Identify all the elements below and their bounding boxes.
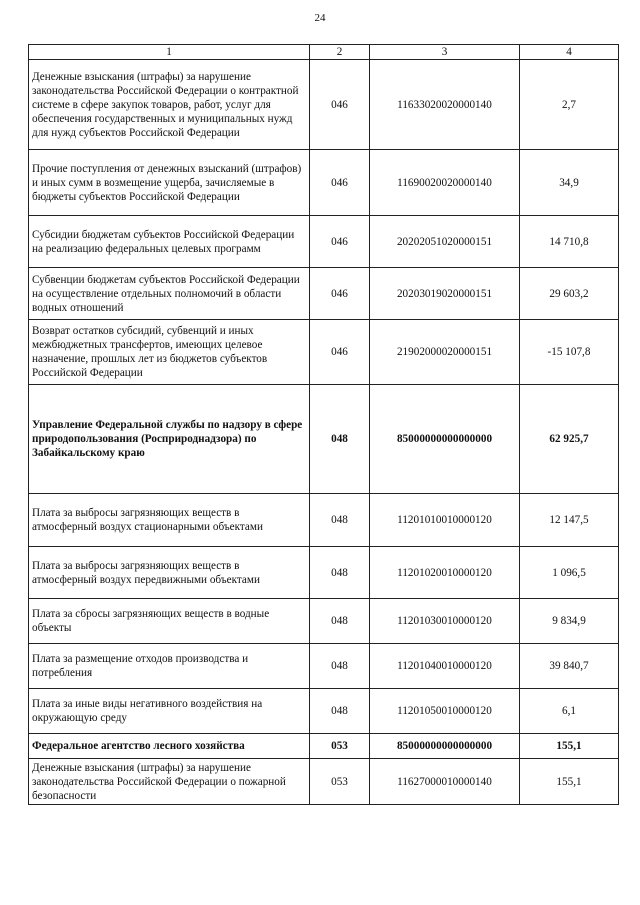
- budget-revenue-table: [28, 44, 619, 805]
- row-code-cell: 046: [310, 60, 370, 150]
- row-name-cell: Субсидии бюджетам субъектов Российской Федерации на реализацию федеральных целевых программ: [29, 216, 310, 268]
- row-code-cell: 048: [310, 547, 370, 599]
- row-kbk-cell: 11201040010000120: [370, 644, 520, 689]
- row-amount-cell: 29 603,2: [520, 268, 619, 320]
- row-amount-cell: 9 834,9: [520, 599, 619, 644]
- row-name-cell: Управление Федеральной службы по надзору в сфере природопользования (Росприроднадзора) по Забайкальскому краю: [29, 385, 310, 494]
- table-row: [29, 644, 619, 689]
- table-row: [29, 734, 619, 759]
- row-kbk-cell: 11201020010000120: [370, 547, 520, 599]
- column-header-3: 3: [370, 45, 520, 60]
- table-row: [29, 599, 619, 644]
- table-row: [29, 150, 619, 216]
- row-amount-cell: 62 925,7: [520, 385, 619, 494]
- column-header-2: 2: [310, 45, 370, 60]
- row-amount-cell: 6,1: [520, 689, 619, 734]
- row-amount-cell: -15 107,8: [520, 320, 619, 385]
- column-header-1: 1: [29, 45, 310, 60]
- table-row: [29, 385, 619, 494]
- table-row: [29, 547, 619, 599]
- row-code-cell: 046: [310, 150, 370, 216]
- row-kbk-cell: 11690020020000140: [370, 150, 520, 216]
- row-amount-cell: 14 710,8: [520, 216, 619, 268]
- row-name-cell: Возврат остатков субсидий, субвенций и иных межбюджетных трансфертов, имеющих целевое назначение, прошлых лет из бюджетов субъектов Российской Федерации: [29, 320, 310, 385]
- table-header-row: [29, 45, 619, 60]
- row-name-cell: Федеральное агентство лесного хозяйства: [29, 734, 310, 759]
- row-kbk-cell: 11201050010000120: [370, 689, 520, 734]
- table-body: [29, 60, 619, 805]
- row-amount-cell: 2,7: [520, 60, 619, 150]
- column-header-4: 4: [520, 45, 619, 60]
- row-name-cell: Субвенции бюджетам субъектов Российской Федерации на осуществление отдельных полномочий в области водных отношений: [29, 268, 310, 320]
- row-kbk-cell: 85000000000000000: [370, 385, 520, 494]
- row-amount-cell: 155,1: [520, 734, 619, 759]
- row-kbk-cell: 20202051020000151: [370, 216, 520, 268]
- row-code-cell: 048: [310, 494, 370, 547]
- table-row: [29, 216, 619, 268]
- page-number: 24: [314, 12, 326, 24]
- row-code-cell: 046: [310, 268, 370, 320]
- row-name-cell: Плата за сбросы загрязняющих веществ в водные объекты: [29, 599, 310, 644]
- row-kbk-cell: 11201030010000120: [370, 599, 520, 644]
- row-code-cell: 048: [310, 385, 370, 494]
- row-kbk-cell: 11201010010000120: [370, 494, 520, 547]
- row-code-cell: 048: [310, 689, 370, 734]
- row-kbk-cell: 85000000000000000: [370, 734, 520, 759]
- table-row: [29, 60, 619, 150]
- row-kbk-cell: 11633020020000140: [370, 60, 520, 150]
- row-name-cell: Плата за иные виды негативного воздействия на окружающую среду: [29, 689, 310, 734]
- row-kbk-cell: 20203019020000151: [370, 268, 520, 320]
- row-code-cell: 046: [310, 216, 370, 268]
- row-kbk-cell: 11627000010000140: [370, 759, 520, 805]
- row-amount-cell: 34,9: [520, 150, 619, 216]
- row-name-cell: Плата за выбросы загрязняющих веществ в атмосферный воздух стационарными объектами: [29, 494, 310, 547]
- table-row: [29, 268, 619, 320]
- row-name-cell: Плата за размещение отходов производства и потребления: [29, 644, 310, 689]
- table-row: [29, 320, 619, 385]
- row-amount-cell: 1 096,5: [520, 547, 619, 599]
- row-kbk-cell: 21902000020000151: [370, 320, 520, 385]
- row-name-cell: Денежные взыскания (штрафы) за нарушение законодательства Российской Федерации о пожарной безопасности: [29, 759, 310, 805]
- row-code-cell: 053: [310, 734, 370, 759]
- row-name-cell: Прочие поступления от денежных взысканий (штрафов) и иных сумм в возмещение ущерба, зачисляемые в бюджеты субъектов Российской Федерации: [29, 150, 310, 216]
- table-row: [29, 759, 619, 805]
- row-code-cell: 048: [310, 599, 370, 644]
- row-name-cell: Денежные взыскания (штрафы) за нарушение законодательства Российской Федерации о контрактной системе в сфере закупок товаров, работ, услуг для обеспечения государственных и муниципальных нужд для нужд субъектов Российской Федерации: [29, 60, 310, 150]
- row-amount-cell: 39 840,7: [520, 644, 619, 689]
- row-name-cell: Плата за выбросы загрязняющих веществ в атмосферный воздух передвижными объектами: [29, 547, 310, 599]
- row-amount-cell: 12 147,5: [520, 494, 619, 547]
- row-code-cell: 046: [310, 320, 370, 385]
- row-code-cell: 053: [310, 759, 370, 805]
- table-row: [29, 494, 619, 547]
- row-code-cell: 048: [310, 644, 370, 689]
- row-amount-cell: 155,1: [520, 759, 619, 805]
- table-row: [29, 689, 619, 734]
